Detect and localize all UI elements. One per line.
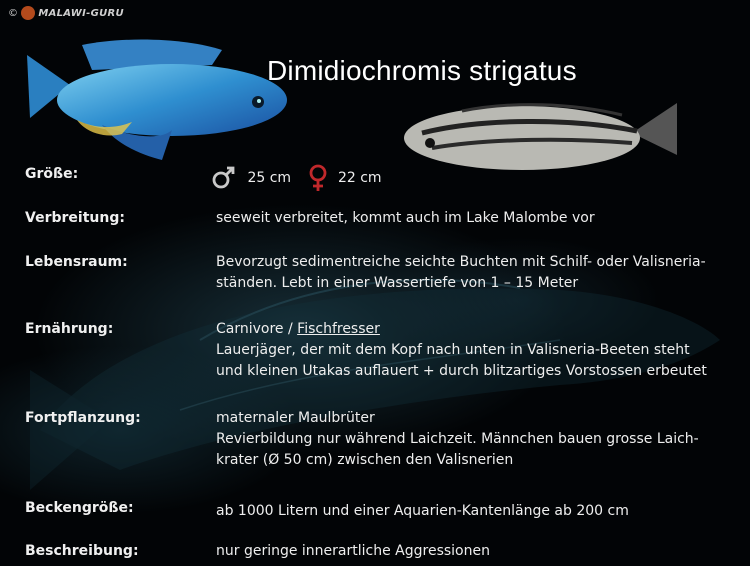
fortpflanzung-line-2: Revierbildung nur während Laichzeit. Männchen bauen grosse Laich- xyxy=(216,431,699,447)
female-fish-image xyxy=(402,93,682,183)
ernaehrung-line-3: und kleinen Utakas auflauert + durch blitzartiges Vorstossen erbeutet xyxy=(216,363,707,379)
copyright-symbol: © xyxy=(8,7,19,19)
value-beckengroesse xyxy=(216,501,629,522)
verbreitung-line: seeweit verbreitet, kommt auch im Lake Malombe vor xyxy=(216,210,595,226)
beckengroesse-line: ab 1000 Litern und einer Aquarien-Kantenlänge ab 200 cm xyxy=(216,503,629,519)
label-lebensraum: Lebensraum: xyxy=(25,254,128,270)
value-fortpflanzung xyxy=(216,408,699,471)
beschreibung-line: nur geringe innerartliche Aggressionen xyxy=(216,543,490,559)
label-verbreitung: Verbreitung: xyxy=(25,210,125,226)
label-ernaehrung: Ernährung: xyxy=(25,321,114,337)
value-verbreitung xyxy=(216,208,595,229)
watermark xyxy=(8,6,124,20)
female-size: 22 cm xyxy=(337,170,382,186)
fortpflanzung-line-1: maternaler Maulbrüter xyxy=(216,410,375,426)
label-beschreibung: Beschreibung: xyxy=(25,543,139,559)
value-lebensraum xyxy=(216,252,706,294)
male-size: 25 cm xyxy=(247,170,292,186)
value-groesse xyxy=(211,164,382,192)
fortpflanzung-line-3: krater (Ø 50 cm) zwischen den Valisnerien xyxy=(216,452,514,468)
lebensraum-line-1: Bevorzugt sedimentreiche seichte Buchten mit Schilf- oder Valisneria- xyxy=(216,254,706,270)
label-fortpflanzung: Fortpflanzung: xyxy=(25,410,141,426)
watermark-site-name: MALAWI-GURU xyxy=(38,7,124,19)
ernaehrung-line-2: Lauerjäger, der mit dem Kopf nach unten in Valisneria-Beeten steht xyxy=(216,342,690,358)
value-beschreibung xyxy=(216,541,490,562)
male-fish-image xyxy=(22,30,290,165)
value-ernaehrung xyxy=(216,319,707,382)
malawi-guru-logo-icon xyxy=(21,6,35,20)
fischfresser-link[interactable]: Fischfresser xyxy=(297,321,380,337)
label-groesse: Größe: xyxy=(25,166,79,182)
label-beckengroesse: Beckengröße: xyxy=(25,500,134,516)
female-symbol-icon xyxy=(306,164,330,192)
ernaehrung-type: Carnivore / xyxy=(216,321,298,337)
page-title: Dimidiochromis strigatus xyxy=(267,55,577,86)
male-symbol-icon xyxy=(211,166,237,190)
lebensraum-line-2: ständen. Lebt in einer Wassertiefe von 1 – 15 Meter xyxy=(216,275,579,291)
ernaehrung-line-1 xyxy=(216,319,707,340)
